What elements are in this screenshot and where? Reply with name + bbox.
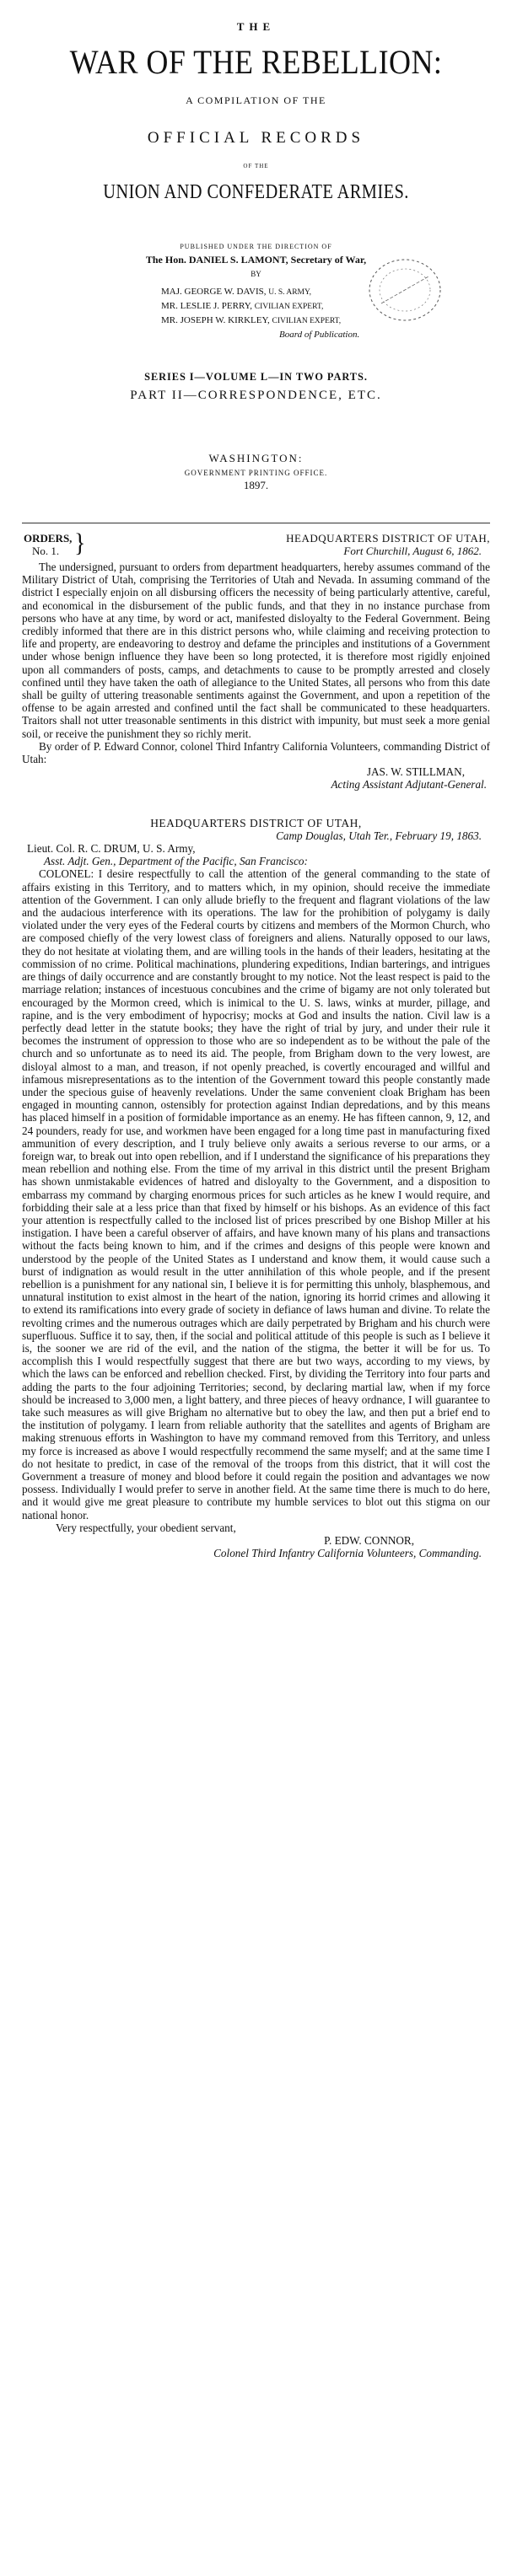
letter-hq: HEADQUARTERS DISTRICT OF UTAH, <box>150 816 362 829</box>
board-member-role: U. S. ARMY, <box>268 288 312 297</box>
published-under: PUBLISHED UNDER THE DIRECTION OF <box>180 243 332 250</box>
board-member-name: MAJ. GEORGE W. DAVIS, <box>161 287 267 297</box>
series-line: SERIES I—VOLUME L—IN TWO PARTS. <box>144 370 368 383</box>
letter-closing: Very respectfully, your obedient servant, <box>56 1521 236 1534</box>
part-line: PART II—CORRESPONDENCE, ETC. <box>130 389 382 402</box>
order-heading <box>22 529 490 561</box>
letter-place: Camp Douglas, Utah Ter., February 19, 1863. <box>276 829 482 842</box>
order-hq: HEADQUARTERS DISTRICT OF UTAH, <box>286 532 490 545</box>
board-label: Board of Publication. <box>279 330 360 340</box>
title-of-the: OF THE <box>243 163 269 169</box>
imprint-office: GOVERNMENT PRINTING OFFICE. <box>184 469 328 477</box>
order-by-order: By order of P. Edward Connor, colonel Third Infantry California Volunteers, commanding District of Utah: <box>22 739 490 766</box>
order-label-orders: ORDERS, <box>24 532 73 545</box>
by-label: BY <box>251 270 261 278</box>
board-member-role: CIVILIAN EXPERT, <box>254 303 324 311</box>
letter-signer: P. EDW. CONNOR, <box>324 1534 414 1548</box>
board-member-role: CIVILIAN EXPERT, <box>272 317 342 325</box>
order-place: Fort Churchill, August 6, 1862. <box>343 545 482 557</box>
imprint-city: WASHINGTON: <box>208 452 304 464</box>
letter-recipient: Lieut. Col. R. C. DRUM, U. S. Army, <box>27 842 196 856</box>
letter-body: COLONEL: I desire respectfully to call the attention of the general commanding to the state of affairs existing in this Territory, and to matters which, in my opinion, should receive the immediate attention of the Government. I can only allude briefly to the frequent and flagrant violations of the law and the audacious interference with its operations. The law for the prohibition of polygamy is daily violated under the very eyes of the Federal courts by citizens and members of the Mormon Church, who are composed chiefly of the very lowest class of foreigners and aliens. Naturally opposed to our laws, they do not hesitate at violating them, and are willing tools in the hands of their leaders, hesitating at the commission of no crime. Political machinations, plundering expeditions, Indian barterings, and intrigues are things of daily occurrence and are constantly brought to my notice. Not the least respect is paid to the marriage relation; instances of incestuous concubines and the crime of bigamy are not only tolerated but encouraged by the Mormon creed, which is inimical to the U. S. laws, winks at murder, pillage, and rapine, and is the very embodiment of hypocrisy; mocks at God and insults the nation. Civil law is a perfectly dead letter in the statute books; they have the right of trial by jury, and under their rule it becomes the instrument of oppression to those who are so independent as to be without the pale of the church and so unfortunate as to need its aid. The people, from Brigham down to the very lowest, are disloyal almost to a man, and treason, if not openly preached, is covertly encouraged and willful and infamous misrepresentations as to the intention of the Government toward this people constantly made under the specious guise of heavenly revelations. Under the same convenient cloak Brigham has been engaged in mounting cannon, ostensibly for protection against Indian depredations, and by this means has placed himself in a position of formidable importance as an enemy. He has fifteen cannon, 9, 12, and 24 pounders, ready for use, and workmen have been engaged for a long time past in manufacturing fixed ammunition of every description, and I truly believe only awaits a serious reverse to our arms, or a foreign war, to break out into open rebellion, and if I understand the significance of his preparations they mean rebellion and nothing else. From the time of my arrival in this district until the present Brigham has shown unmistakable evidences of hatred and disloyalty to the Government, and a disposition to embarrass my command by charging enormous prices for such articles as he knew I would require, and forbidding their sale at a less price than that fixed by himself or his bishops. As an evidence of this fact your attention is respectfully called to the inclosed list of prices prescribed by one Bishop Miller at his instigation. I have been a careful observer of affairs, and have known many of his plans and transactions without the facts being known to him, and if the crimes and designs of this people were known and understood by the people of the United States as I understand and know them, it would cause such a burst of indignation as would result in the utter annihilation of this whole people, and if the present rebellion is a punishment for any national sin, I believe it is for permitting this unholy, blasphemous, and unnatural institution to exist almost in the heart of the nation, ignoring its horrid crimes and allowing it to extend its ramifications into every grade of society in defiance of laws human and divine. To relate the revolting crimes and the numerous outrages which are daily perpetrated by Brigham and his church were superfluous. Suffice it to say, then, if the social and political attitude of this people is such as I believe it is, the sooner we are rid of the evil, and the nation of the stigma, the better it will be for us. To accomplish this I would respectfully suggest that there are but two ways, according to my views, by which the laws can be enforced and rebellion checked. First, by dividing the Territory into four parts and adding the parts to the four adjoining Territories; second, by declaring martial law, when if my force should be increased to 3,000 men, a light battery, and three pieces of heavy ordnance, I will guarantee to take such measures as will give Brigham no alternative but to obey the law, and then put a brief end to the institution of polygamy. I learn from reliable authority that the satellites and agents of Brigham are making strenuous efforts in Washington to have my command removed from this Territory, and unless my force is increased as above I would respectfully recommend the same myself; and at the same time I do not hesitate to predict, in case of the removal of the troops from this district, that it will cost the Government a treasure of money and blood before it could regain the position and advantages we now possess. Individually I would prefer to serve in another field. At the same time there is much to do here, and it would give me great pleasure to contribute my humble services to blot out this stigma on our national honor. <box>22 867 490 1521</box>
order-one <box>22 529 490 792</box>
title-the: THE <box>236 20 276 33</box>
letter-signer-title: Colonel Third Infantry California Volunteers, Commanding. <box>213 1547 482 1560</box>
library-stamp-icon <box>363 253 447 329</box>
title-records: OFFICIAL RECORDS <box>147 129 365 147</box>
order-signer: JAS. W. STILLMAN, <box>366 765 465 779</box>
letter-recipient-title: Asst. Adjt. Gen., Department of the Pacific, San Francisco: <box>44 855 308 868</box>
order-body: The undersigned, pursuant to orders from department headquarters, hereby assumes command of the Military District of Utah, comprising the Territories of Utah and Nevada. In assuming command of the district I especially enjoin on all disbursing officers the necessity of being particularly attentive, careful, and economical in the disbursement of the public funds, and that they in no instance purchase from persons who have at any time, by word or act, manifested disloyalty to the Federal Government. Being credibly informed that there are in this district persons who, while claiming and receiving protection to life and property, are endeavoring to destroy and defame the principles and institutions of a Government under whose benign influence they have been so long protected, it is therefore most rigidly enjoined upon all commanders of posts, camps, and detachments to cause to be promptly arrested and closely confined until they have taken the oath of allegiance to the United States, all persons who from this date shall be guilty of uttering treasonable sentiments against the Government, and upon a repetition of the offense to be again arrested and confined until the fact shall be communicated to these headquarters. Traitors shall not utter treasonable sentiments in this district with impunity, but must seek a more genial soil, or receive the punishment they so richly merit. <box>22 561 490 740</box>
order-label-number: No. 1. <box>32 545 60 557</box>
board-member-name: MR. LESLIE J. PERRY, <box>161 301 252 311</box>
title-subtitle: A COMPILATION OF THE <box>186 94 326 106</box>
order-signer-title: Acting Assistant Adjutant-General. <box>331 778 487 792</box>
title-main: WAR OF THE REBELLION: <box>69 43 443 81</box>
secretary-line: The Hon. DANIEL S. LAMONT, Secretary of War, <box>145 254 367 266</box>
imprint-year: 1897. <box>243 479 269 491</box>
letter <box>22 817 490 1560</box>
order-label <box>24 532 72 557</box>
brace-glyph: } <box>74 529 86 558</box>
order-hq-block <box>286 532 490 557</box>
title-armies: UNION AND CONFEDERATE ARMIES. <box>103 181 409 203</box>
board-member-name: MR. JOSEPH W. KIRKLEY, <box>161 315 270 325</box>
